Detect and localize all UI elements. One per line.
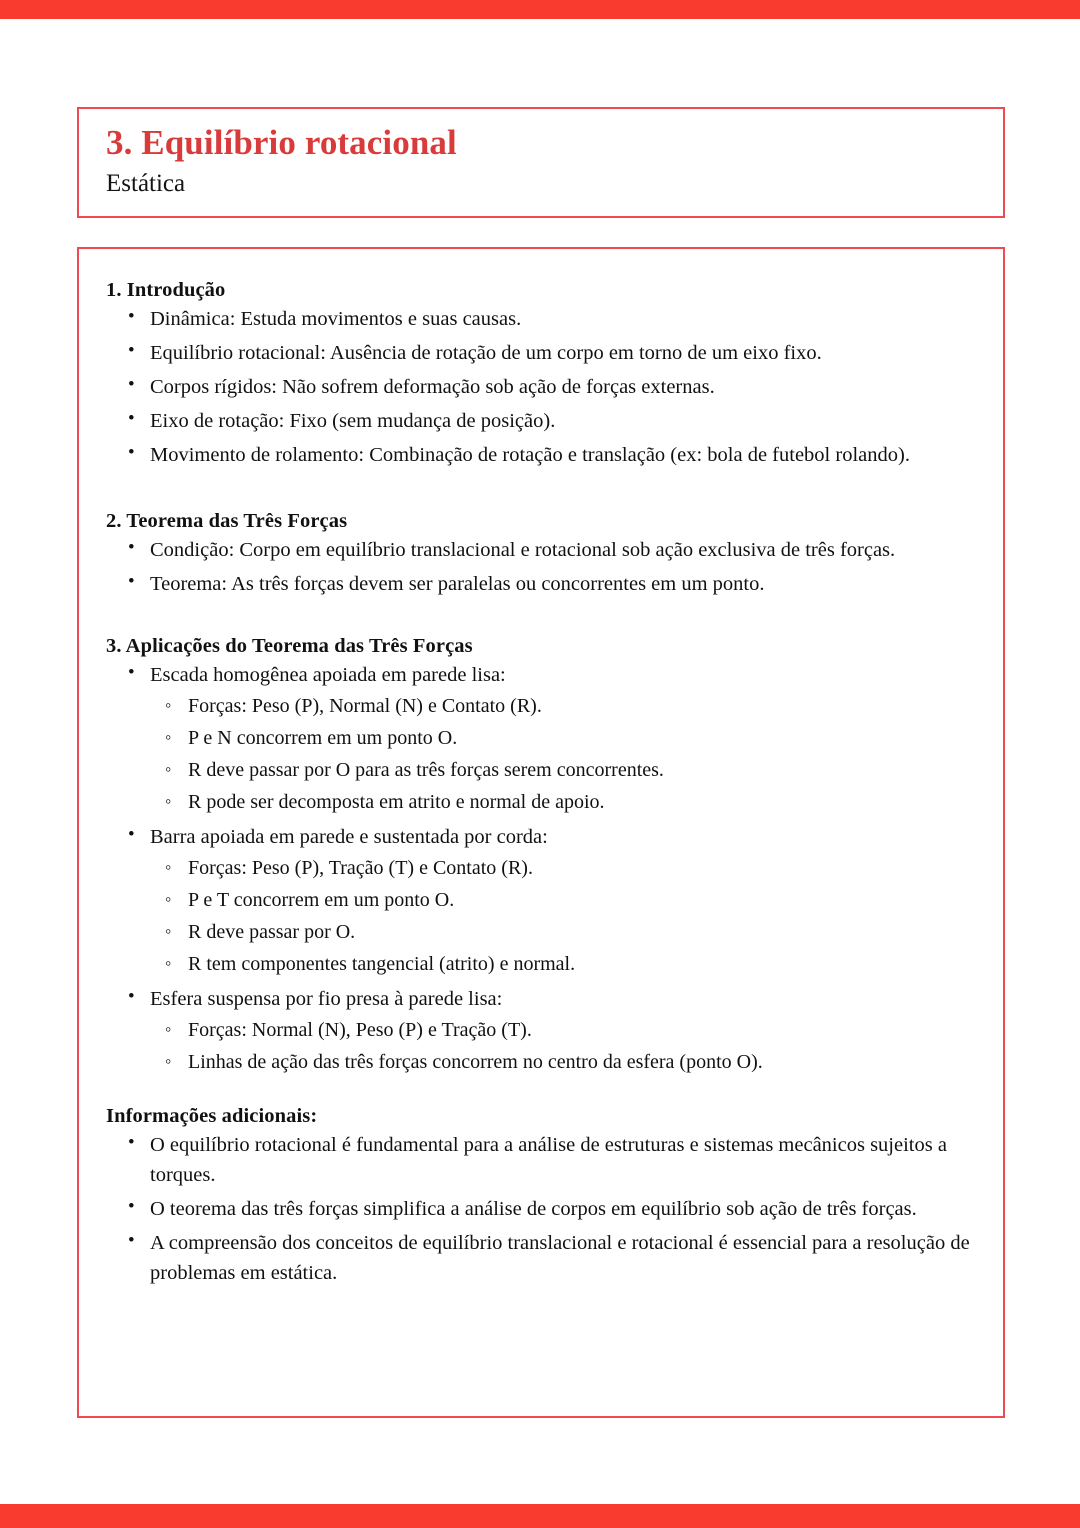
list-item: • A compreensão dos conceitos de equilíbrio translacional e rotacional é essencial para a resolução de problemas em estática. xyxy=(106,1228,979,1288)
section-informacoes-adicionais xyxy=(106,1103,979,1288)
sub-list-item: ◦ Linhas de ação das três forças concorrem no centro da esfera (ponto O). xyxy=(150,1048,979,1077)
bullet-list xyxy=(106,1130,979,1289)
page-title: 3. Equilíbrio rotacional xyxy=(106,123,457,162)
sub-list-item: ◦ Forças: Peso (P), Normal (N) e Contato (R). xyxy=(150,692,979,721)
list-item-label: Escada homogênea apoiada em parede lisa: xyxy=(150,663,506,686)
section-heading: 2. Teorema das Três Forças xyxy=(106,510,348,533)
list-item: • O teorema das três forças simplifica a análise de corpos em equilíbrio sob ação de três forças. xyxy=(106,1194,979,1224)
sub-list-item: ◦ P e N concorrem em um ponto O. xyxy=(150,724,979,753)
sub-bullet-list xyxy=(150,692,979,818)
section-teorema-tres-forcas xyxy=(106,508,979,599)
list-item: • Corpos rígidos: Não sofrem deformação sob ação de forças externas. xyxy=(106,372,979,402)
section-spacer xyxy=(106,603,979,633)
document-content xyxy=(77,247,1005,1418)
top-accent-bar xyxy=(0,0,1080,19)
section-spacer xyxy=(106,1081,979,1103)
list-item: • Movimento de rolamento: Combinação de rotação e translação (ex: bola de futebol rolando). xyxy=(106,440,979,470)
list-item-label: Barra apoiada em parede e sustentada por corda: xyxy=(150,825,548,848)
list-item xyxy=(106,822,979,980)
sub-list-item: ◦ R tem componentes tangencial (atrito) e normal. xyxy=(150,950,979,979)
list-item: • Dinâmica: Estuda movimentos e suas causas. xyxy=(106,304,979,334)
list-item: • O equilíbrio rotacional é fundamental para a análise de estruturas e sistemas mecânicos sujeitos a torques. xyxy=(106,1130,979,1190)
list-item: • Teorema: As três forças devem ser paralelas ou concorrentes em um ponto. xyxy=(106,569,979,599)
section-aplicacoes xyxy=(106,633,979,1077)
list-item xyxy=(106,660,979,818)
sub-list-item: ◦ Forças: Normal (N), Peso (P) e Tração (T). xyxy=(150,1016,979,1045)
sub-bullet-list xyxy=(150,1016,979,1077)
list-item: • Eixo de rotação: Fixo (sem mudança de posição). xyxy=(106,406,979,436)
section-spacer xyxy=(106,474,979,508)
sub-list-item: ◦ Forças: Peso (P), Tração (T) e Contato (R). xyxy=(150,854,979,883)
list-item xyxy=(106,984,979,1078)
bullet-list xyxy=(106,660,979,1077)
sub-list-item: ◦ R pode ser decomposta em atrito e normal de apoio. xyxy=(150,788,979,817)
document-header xyxy=(77,107,1005,218)
bottom-accent-bar xyxy=(0,1504,1080,1528)
sub-list-item: ◦ R deve passar por O. xyxy=(150,918,979,947)
sub-list-item: ◦ P e T concorrem em um ponto O. xyxy=(150,886,979,915)
bullet-list xyxy=(106,535,979,599)
section-heading: 1. Introdução xyxy=(106,279,226,301)
section-heading: Informações adicionais: xyxy=(106,1105,318,1128)
sub-bullet-list xyxy=(150,854,979,980)
section-heading: 3. Aplicações do Teorema das Três Forças xyxy=(106,635,473,658)
page-subtitle: Estática xyxy=(106,170,186,198)
list-item: • Equilíbrio rotacional: Ausência de rotação de um corpo em torno de um eixo fixo. xyxy=(106,338,979,368)
bullet-list xyxy=(106,304,979,471)
list-item-label: Esfera suspensa por fio presa à parede lisa: xyxy=(150,987,503,1010)
section-introducao xyxy=(106,277,979,470)
list-item: • Condição: Corpo em equilíbrio translacional e rotacional sob ação exclusiva de três forças. xyxy=(106,535,979,565)
sub-list-item: ◦ R deve passar por O para as três forças serem concorrentes. xyxy=(150,756,979,785)
